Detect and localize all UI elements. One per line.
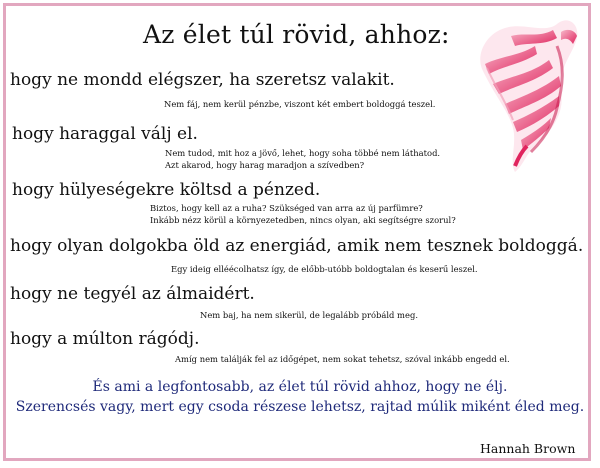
note-2-1: Nem tudod, mit hoz a jövő, lehet, hogy soha többé nem láthatod. xyxy=(165,148,441,158)
note-1-1: Nem fáj, nem kerül pénzbe, viszont két embert boldoggá teszel. xyxy=(164,99,436,109)
note-3-1: Biztos, hogy kell az a ruha? Szükséged van arra az új parfümre? xyxy=(150,203,423,213)
page-title: Az élet túl rövid, ahhoz: xyxy=(143,20,450,49)
headline-1: hogy ne mondd elégszer, ha szeretsz valakit. xyxy=(10,70,395,90)
headline-3: hogy hülyeségekre költsd a pénzed. xyxy=(12,180,321,200)
closing-line-2: Szerencsés vagy, mert egy csoda részese lehetsz, rajtad múlik miként éled meg. xyxy=(15,399,585,415)
striped-fabric-art xyxy=(465,16,591,174)
note-4-1: Egy ideig elléécolhatsz így, de előbb-utóbb boldogtalan és keserű leszel. xyxy=(171,264,478,274)
author-signature: Hannah Brown xyxy=(480,441,576,456)
note-3-2: Inkább nézz körül a környezetedben, nincs olyan, aki segítségre szorul? xyxy=(150,215,456,225)
headline-2: hogy haraggal válj el. xyxy=(12,124,198,144)
headline-4: hogy olyan dolgokba öld az energiád, amik nem tesznek boldoggá. xyxy=(10,236,584,256)
note-6-1: Amíg nem találják fel az időgépet, nem sokat tehetsz, szóval inkább engedd el. xyxy=(175,354,510,364)
note-5-1: Nem baj, ha nem sikerül, de legalább próbáld meg. xyxy=(200,310,418,320)
closing-line-1: És ami a legfontosabb, az élet túl rövid ahhoz, hogy ne élj. xyxy=(92,379,508,395)
note-2-2: Azt akarod, hogy harag maradjon a szívedben? xyxy=(165,160,365,170)
headline-5: hogy ne tegyél az álmaidért. xyxy=(10,284,255,304)
headline-6: hogy a múlton rágódj. xyxy=(10,329,200,349)
